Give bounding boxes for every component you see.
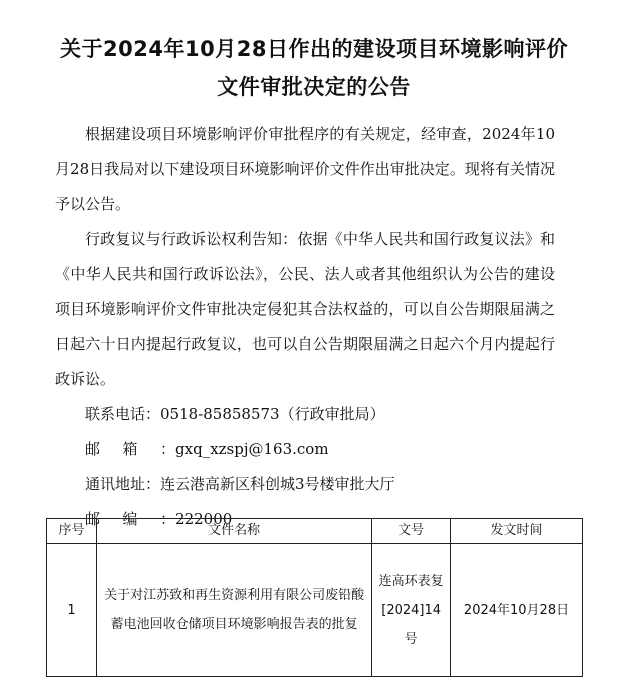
postcode-label: 邮编	[85, 510, 161, 528]
approval-documents-table	[46, 518, 583, 677]
table-header-row	[47, 519, 583, 544]
contact-address	[55, 467, 555, 502]
cell-document-name: 关于对江苏致和再生资源利用有限公司废铅酸蓄电池回收仓储项目环境影响报告表的批复	[97, 544, 372, 677]
email-colon: ：	[160, 440, 176, 458]
cell-serial-number: 1	[47, 544, 97, 677]
cell-document-number: 连高环表复[2024]14号	[372, 544, 451, 677]
rights-notice-paragraph: 行政复议与行政诉讼权利告知：依据《中华人民共和国行政复议法》和《中华人民共和国行政诉讼法》，公民、法人或者其他组织认为公告的建设项目环境影响评价文件审批决定侵犯其合法权益的，可以自公告期限届满之日起六十日内提起行政复议，也可以自公告期限届满之日起六个月内提起行政诉讼。	[55, 230, 555, 388]
announcement-body	[55, 117, 555, 537]
announcement-title	[0, 30, 628, 106]
header-document-number: 文号	[372, 519, 451, 544]
title-line-2: 文件审批决定的公告	[217, 75, 411, 99]
email-value: gxq_xzspj@163.com	[175, 440, 329, 458]
phone-value: 0518-85858573（行政审批局）	[160, 405, 385, 423]
postcode-value: 222000	[175, 510, 233, 528]
postcode-colon: ：	[160, 510, 176, 528]
title-line-1: 关于2024年10月28日作出的建设项目环境影响评价	[60, 37, 568, 61]
contact-email	[55, 432, 555, 467]
table-row	[47, 544, 583, 677]
cell-issue-date: 2024年10月28日	[451, 544, 583, 677]
contact-phone	[55, 397, 555, 432]
header-issue-date: 发文时间	[451, 519, 583, 544]
email-label: 邮箱	[85, 440, 161, 458]
header-document-name: 文件名称	[97, 519, 372, 544]
phone-label: 联系电话：	[85, 405, 161, 423]
address-label: 通讯地址：	[85, 475, 161, 493]
header-serial-number: 序号	[47, 519, 97, 544]
address-value: 连云港高新区科创城3号楼审批大厅	[160, 475, 395, 493]
intro-paragraph: 根据建设项目环境影响评价审批程序的有关规定，经审查，2024年10月28日我局对以下建设项目环境影响评价文件作出审批决定。现将有关情况予以公告。	[55, 125, 555, 213]
